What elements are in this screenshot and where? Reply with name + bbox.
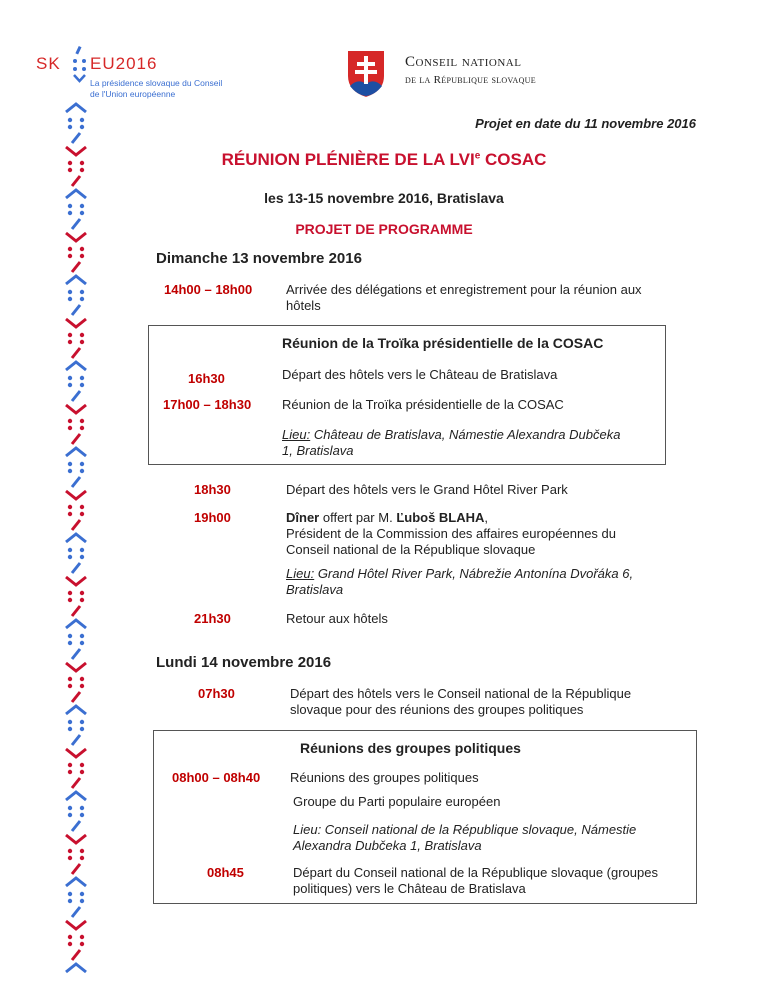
time-label: 19h00 bbox=[194, 510, 231, 525]
stripe-mark bbox=[72, 262, 80, 272]
stripe-mark bbox=[72, 520, 80, 530]
stripe-mark bbox=[68, 591, 84, 602]
conseil-national-title: Conseil national bbox=[405, 54, 522, 70]
stripe-mark bbox=[66, 878, 86, 886]
stripe-mark bbox=[68, 376, 84, 387]
time-label: 17h00 – 18h30 bbox=[163, 397, 252, 412]
agenda-item-text: Départ des hôtels vers le Grand Hôtel River Park bbox=[286, 482, 568, 497]
stripe-mark bbox=[66, 835, 86, 843]
stripe-mark bbox=[66, 921, 86, 929]
agenda-item-text: Réunions des groupes politiques bbox=[290, 770, 479, 785]
stripe-mark bbox=[68, 505, 84, 516]
stripe-mark bbox=[72, 821, 80, 831]
project-date: Projet en date du 11 novembre 2016 bbox=[475, 116, 696, 131]
stripe-mark bbox=[72, 305, 80, 315]
agenda-item-subtext: Groupe du Parti populaire européen bbox=[293, 794, 501, 809]
stripe-mark bbox=[72, 864, 80, 874]
venue-text: Lieu: Grand Hôtel River Park, Nábrežie Antonína Dvořáka 6, Bratislava bbox=[286, 566, 634, 597]
sk-presidency-logo bbox=[36, 44, 236, 114]
day-heading-sunday: Dimanche 13 novembre 2016 bbox=[156, 250, 362, 267]
venue-text: Lieu: Château de Bratislava, Námestie Alexandra Dubčeka 1, Bratislava bbox=[282, 427, 621, 458]
logo-dots-icon bbox=[71, 44, 89, 84]
stripe-mark bbox=[66, 964, 86, 972]
time-label: 08h45 bbox=[207, 865, 244, 880]
stripe-mark bbox=[72, 735, 80, 745]
stripe-mark bbox=[68, 806, 84, 817]
stripe-mark bbox=[72, 563, 80, 573]
agenda-item-text: Dîner offert par M. Ľuboš BLAHA, Président de la Commission des affaires européennes du Conseil national de la République slovaque bbox=[286, 510, 617, 557]
stripe-mark bbox=[66, 663, 86, 671]
agenda-item-text: Arrivée des délégations et enregistrement pour la réunion aux hôtels bbox=[286, 282, 642, 313]
time-label: 08h00 – 08h40 bbox=[172, 770, 261, 785]
slovak-coat-of-arms-icon bbox=[345, 48, 387, 100]
stripe-mark bbox=[66, 448, 86, 456]
logo-sk-text: SK bbox=[36, 54, 61, 73]
stripe-mark bbox=[66, 276, 86, 284]
day-heading-monday: Lundi 14 novembre 2016 bbox=[156, 654, 332, 671]
stripe-mark bbox=[66, 405, 86, 413]
time-label: 14h00 – 18h00 bbox=[164, 282, 253, 297]
page-title: RÉUNION PLÉNIÈRE DE LA LVIe COSAC bbox=[221, 150, 547, 169]
stripe-mark bbox=[72, 133, 80, 143]
stripe-mark bbox=[68, 247, 84, 258]
agenda-item-text: Départ du Conseil national de la République slovaque (groupes politiques) vers le Château de Bratislava bbox=[293, 865, 658, 896]
stripe-mark bbox=[66, 491, 86, 499]
stripe-mark bbox=[68, 892, 84, 903]
stripe-mark bbox=[72, 907, 80, 917]
stripe-mark bbox=[68, 118, 84, 129]
stripe-mark bbox=[68, 634, 84, 645]
stripe-mark bbox=[66, 706, 86, 714]
stripe-mark bbox=[72, 950, 80, 960]
stripe-mark bbox=[72, 391, 80, 401]
stripe-mark bbox=[66, 319, 86, 327]
event-dates: les 13-15 novembre 2016, Bratislava bbox=[264, 190, 504, 206]
agenda-item-text: Départ des hôtels vers le Château de Bratislava bbox=[282, 367, 558, 382]
stripe-mark bbox=[66, 620, 86, 628]
stripe-mark bbox=[72, 778, 80, 788]
stripe-mark bbox=[72, 649, 80, 659]
stripe-mark bbox=[68, 677, 84, 688]
time-label: 07h30 bbox=[198, 686, 235, 701]
stripe-mark bbox=[68, 333, 84, 344]
logo-tagline: La présidence slovaque du Conseil de l'Union européenne bbox=[90, 78, 223, 99]
stripe-mark bbox=[68, 548, 84, 559]
agenda-item-text: Départ des hôtels vers le Conseil national de la République slovaque pour des réunions des groupes politiques bbox=[290, 686, 632, 717]
stripe-mark bbox=[66, 749, 86, 757]
stripe-mark bbox=[72, 477, 80, 487]
time-label: 18h30 bbox=[194, 482, 231, 497]
stripe-mark bbox=[68, 849, 84, 860]
stripe-mark bbox=[68, 935, 84, 946]
stripe-mark bbox=[72, 176, 80, 186]
stripe-mark bbox=[66, 534, 86, 542]
stripe-mark bbox=[68, 419, 84, 430]
venue-text: Lieu: Conseil national de la République slovaque, Námestie Alexandra Dubčeka 1, Bratislava bbox=[293, 822, 637, 853]
stripe-mark bbox=[66, 362, 86, 370]
stripe-mark bbox=[66, 577, 86, 585]
stripe-mark bbox=[68, 763, 84, 774]
stripe-mark bbox=[66, 792, 86, 800]
time-label: 21h30 bbox=[194, 611, 231, 626]
agenda-item-text: Réunion de la Troïka présidentielle de la COSAC bbox=[282, 397, 564, 412]
stripe-mark bbox=[72, 692, 80, 702]
conseil-national-logo bbox=[345, 48, 605, 104]
stripe-mark bbox=[68, 462, 84, 473]
agenda-item-text: Retour aux hôtels bbox=[286, 611, 388, 626]
stripe-mark bbox=[72, 606, 80, 616]
stripe-mark bbox=[72, 348, 80, 358]
box-title: Réunion de la Troïka présidentielle de la COSAC bbox=[282, 335, 604, 351]
stripe-mark bbox=[72, 434, 80, 444]
conseil-national-subtitle: de la République slovaque bbox=[405, 74, 536, 86]
stripe-mark bbox=[68, 290, 84, 301]
logo-eu2016-text: EU2016 bbox=[90, 54, 158, 73]
box-title: Réunions des groupes politiques bbox=[300, 740, 521, 756]
program-heading: PROJET DE PROGRAMME bbox=[295, 221, 473, 237]
stripe-mark bbox=[68, 720, 84, 731]
time-label: 16h30 bbox=[188, 371, 225, 386]
